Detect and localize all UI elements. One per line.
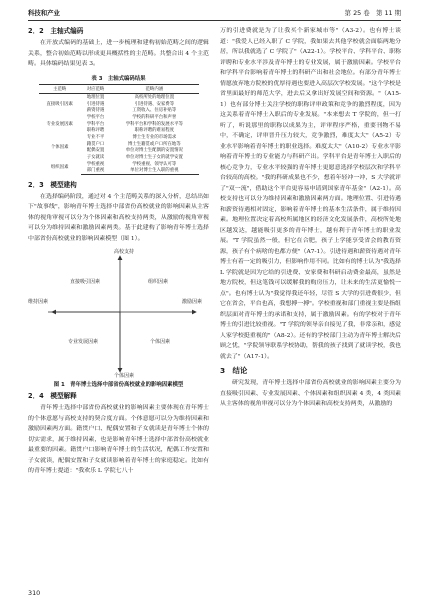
table-cell: 配偶安置 (86, 148, 105, 154)
table-header: 对应范畴 (81, 84, 110, 93)
table-cell: 部门重视 (81, 167, 110, 174)
left-column (28, 26, 209, 477)
figure-1-caption: 图 1 青年博士选择中部省份高校就业的影响因素模型 (53, 382, 184, 389)
table-header: 范畴内涵 (110, 84, 198, 93)
table-cell: 学科平台和学科的发展水平等 (125, 121, 183, 127)
axis-bottom-label: 个体因素 (114, 373, 135, 380)
table-cell: 籍贯户口 (86, 141, 105, 147)
header-rule (28, 20, 401, 21)
table-cell: 高校所处的地理位置 (134, 94, 175, 100)
right-column (220, 26, 401, 410)
table-cell: 学校重视 (86, 161, 105, 167)
table-cell: 学校重视、领导认可等 (132, 161, 177, 167)
section-2-2-paragraph: 在开放式编码的基础上，进一步梳理和建构初始范畴之间的逻辑关系，整合初始范畴以形成更具概括性的主范畴。共整合出 4 个主范畴。具体编码结果见表 3。 (28, 39, 209, 67)
table-row (39, 134, 199, 141)
table-row (39, 160, 199, 167)
table-cell: 专业不平 (86, 134, 105, 140)
table-cell: 引进待遇 (86, 101, 105, 107)
journal-name: 科技和产业 (28, 9, 60, 17)
table-cell: 博士生专业的市场需求 (132, 134, 177, 140)
section-2-3-paragraph: 在选择编码阶段，通过对 4 个主范畴关系的深入分析，总结出如下"故事线"，影响青年博士选择中部省份高校就业的影响因素从主客体的视角审视可以分为个体因素和高校支持两类，从激励的视角审视可以分为维持因素和激励因素两类。基于此建构了影响青年博士选择中部省份高校就业的影响因素模型（图 1）。 (28, 192, 209, 242)
table-cell: 职称评聘 (86, 128, 105, 134)
figure-1-model (28, 248, 209, 378)
coding-results-table (39, 84, 199, 175)
table-cell: 单位对博士生子女的就学安置 (125, 155, 183, 161)
section-2-2-title: 2．2 主轴式编码 (28, 27, 84, 35)
table-cell: 学校平台 (86, 114, 105, 120)
table-cell: 薪资待遇 (86, 108, 105, 114)
section-3-title: 3 结论 (220, 366, 248, 375)
table-3-title: 表 3 主轴式编码结果 (91, 75, 146, 82)
table-header: 主范畴 (39, 84, 81, 93)
table-cell: 子女就读 (86, 155, 105, 161)
section-2-3-title: 2．3 模型建构 (28, 180, 77, 189)
axis-right-label: 激励因素 (182, 299, 203, 306)
axis-left-label: 维持因素 (28, 299, 49, 306)
section-2-4-title: 2．4 模型解释 (28, 392, 77, 401)
table-cell: 组织因素 (50, 165, 69, 171)
table-cell: 地理位置 (86, 94, 105, 100)
section-3-paragraph: 研究发现，青年博士选择中部省份高校就业的影响因素主要分为直接吸引因素、专业发展因素、个体因素和组织因素 4 类，4 类因素从主客体的视角审视可以分为个体因素和高校支持两类，从激励的 (220, 379, 401, 407)
quadrant-label: 专业发展因素 (68, 339, 99, 346)
running-head (28, 8, 401, 20)
table-cell: 引进待遇、安家费等 (134, 101, 175, 107)
table-cell: 专业发展因素 (46, 121, 73, 127)
table-row (39, 93, 199, 100)
issue-info: 第 25 卷 第 11 期 (344, 9, 401, 17)
axis-top-label: 高校支持 (114, 249, 135, 256)
model-diagram (28, 248, 209, 378)
quadrant-label: 直接吸引因素 (70, 279, 101, 286)
table-cell: 职称评聘的难易程度 (134, 128, 175, 134)
table-cell: 单位对博士生入职的重视 (110, 167, 198, 174)
table-cell: 直接吸引因素 (46, 101, 73, 107)
table-cell: 博士生籍贯或户口所在地等 (127, 141, 181, 147)
table-row (39, 114, 199, 121)
continued-paragraph: 万的引进费就是为了让我买个新家城市等"（A3-2）。也有博士谈道："我爱人已经入职了 C 学院，我如果去其他学校就会面临两地分居，所以我就选了 C 学院了"（A22-1）。学校平台、学科平台、职称评聘和专业水平涉及青年博士的专业发展，属于激励因素。学校平台和学科平台影响着青年博士的科研产出和社会地位。有部分青年博士情愿放弃地方院校的优厚待遇也要进入高层次学校发展。"这个学校是省里面最好的师范大学，进去后又拿出好发展空间和资源。"（A15-1）也有部分博士关注学校的职称评审政策和竞争的激烈程度，因为这关系着青年博士入职后的专业发展。"本来想去 T 学院的，但一打听了，听说那里的职称以成果为主，评审程序严格，重要刊物不易中，不确定，评审晋升压力较大，竞争激烈，难度太大"（A5-2）专业水平影响着青年博士的职业选择。难度太大"（A10-2）专业水平影响着青年博士的专业能力与科研产出。学科平台是青年博士入职后的核心竞争力，专业水平较强的青年博士更愿意选择学校层次和学科平台较高的高校。"我的科研成果也不少，想着年轻冲一冲，S 大学就评了"双一流"，借助这个平台更容易申请到国家青年基金"（A2-1）。高校支持也可以分为维持因素和激励因素两方面。地理位置、引进待遇和薪资待遇相对固定，影响着青年博士的基本生活条件，属于维持因素。地理位置决定着高校所属地区的经济文化发展条件，高校所处地区越发达，越能吸引更多的青年博士，越有利于青年博士的职业发展。"T 学院虽然一般，但它在合肥，孩子上学能享受省会的教育资源，孩子有个病啥的也都方便"（A7-1）。引进待遇和薪资待遇对青年博士有着一定的吸引力，但影响作用不同。比如有的博士认为"我选择 L 学院就是因为它给的引进费、安家费和科研启动费金最高，虽然是地方院校，但这笔钱可以缓解我的购房压力，让未来的生活更愉悦一点"。也有博士认为"我觉得我还年轻，尽管 S 大学的引进费很少，但它在省会，平台也高，我想搏一搏"。学校重视和部门重视主要是指组织层面对青年博士的承诺和支持，属于激励因素。有的学校对于青年博士的引进比较重视。"T 学院的领导亲自接见了我，非常亲和，感觉人家学校挺重视的"（A8-2）。还有的学校部门主动为青年博士解决后顾之忧，"学院领导联系学校协助，帮我的孩子找到了就读学校，我也就去了"（A17-1）。 (220, 27, 401, 360)
section-2-4-paragraph: 青年博士选择中部省份高校就业的影响因素主要体现在青年博士的个体意愿与高校支持的契合度方面。个体意愿可以分为维持因素和激励因素两方面。籍贯户口、配偶安置和子女就读是青年博士个体的切实需求，属于维持因素，也是影响青年博士选择中部省份高校就业最重要的因素。籍贯户口影响青年博士的生活状况，配偶工作安置和子女就读，配偶安置和子女就读影响着青年博士的家庭稳定。比如有的青年博士提道："我欢乐 L 学院七八十 (28, 404, 209, 475)
table-cell: 学校的科研平台和声誉 (132, 114, 177, 120)
quadrant-label: 个体因素 (150, 339, 171, 346)
table-cell: 个体因素 (50, 145, 69, 150)
page-number: 310 (28, 589, 41, 597)
table-cell: 学科平台 (86, 121, 105, 127)
table-cell: 工资收入、住房补贴等 (132, 108, 177, 114)
quadrant-label: 组织因素 (148, 279, 169, 286)
table-cell: 单位对博士生配偶的安置情况 (125, 148, 183, 154)
